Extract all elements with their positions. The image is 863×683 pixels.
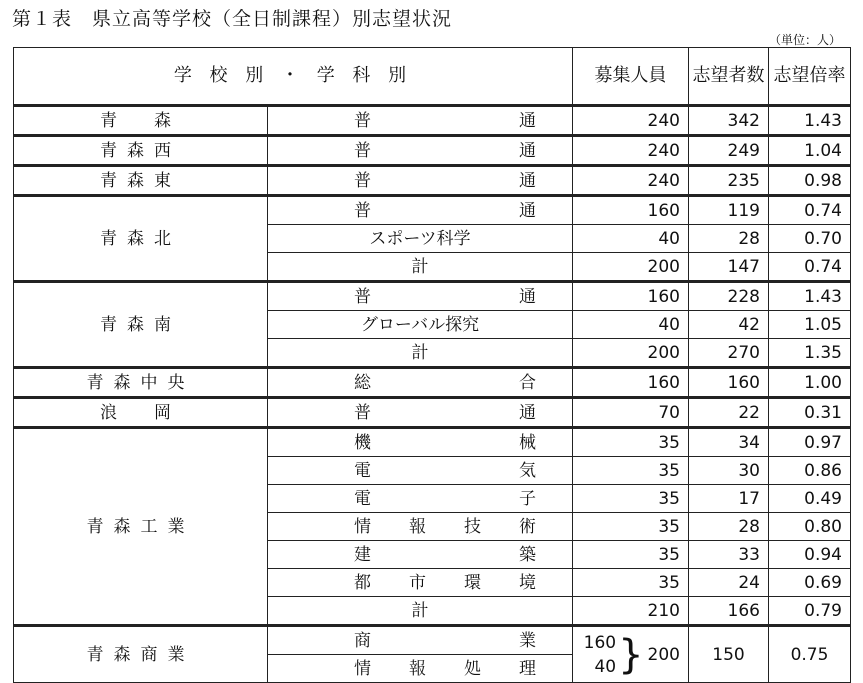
department-char: 普 [354, 402, 371, 423]
ratio-cell: 0.86 [769, 457, 851, 485]
capacity-cell: 210 [573, 597, 689, 626]
department-name [268, 168, 572, 194]
applicants-cell: 166 [689, 597, 769, 626]
subtotal-label: 計 [411, 600, 429, 621]
department-cell [268, 398, 573, 428]
department-char: 情 [354, 516, 371, 537]
applicants-cell: 150 [689, 626, 769, 683]
table-row [14, 166, 851, 196]
header-capacity: 募集人員 [573, 48, 689, 106]
ratio-cell: 0.80 [769, 513, 851, 541]
department-cell [268, 541, 573, 569]
school-name-cell: 青森北 [14, 196, 268, 282]
applicants-cell: 342 [689, 106, 769, 136]
capacity-part: 40 [594, 656, 617, 677]
department-char: 商 [354, 630, 371, 651]
department-char: 械 [519, 432, 536, 453]
applicants-cell: 147 [689, 253, 769, 282]
school-name-cell: 青森商業 [14, 626, 268, 683]
applicants-cell: 270 [689, 339, 769, 368]
department-char: 機 [354, 432, 371, 453]
table-row [14, 136, 851, 166]
department-name [268, 458, 572, 484]
ratio-cell: 0.74 [769, 196, 851, 225]
department-char: 術 [519, 516, 536, 537]
applicant-table [13, 47, 851, 683]
department-char: 普 [354, 110, 371, 131]
capacity-cell: 35 [573, 457, 689, 485]
capacity-cell: 160 [573, 282, 689, 311]
department-char: 都 [354, 572, 371, 593]
applicants-cell: 249 [689, 136, 769, 166]
table-row [14, 282, 851, 311]
header-school-dept: 学 校 別 ・ 学 科 別 [14, 48, 573, 106]
applicants-cell: 228 [689, 282, 769, 311]
school-name-cell: 青森工業 [14, 428, 268, 626]
department-cell [268, 457, 573, 485]
ratio-cell: 1.43 [769, 106, 851, 136]
header-ratio: 志望倍率 [769, 48, 851, 106]
school-name-cell: 青森西 [14, 136, 268, 166]
department-name [268, 570, 572, 596]
unit-label: （単位：人） [768, 33, 841, 47]
applicants-cell: 24 [689, 569, 769, 597]
department-char: 環 [464, 572, 481, 593]
applicants-cell: 30 [689, 457, 769, 485]
department-name [268, 284, 572, 310]
department-cell [268, 106, 573, 136]
department-char: 電 [354, 460, 371, 481]
capacity-breakdown [573, 631, 688, 679]
school-name-cell: 青森中央 [14, 368, 268, 398]
subtotal-label-cell [268, 339, 573, 368]
capacity-cell: 40 [573, 311, 689, 339]
ratio-cell: 1.05 [769, 311, 851, 339]
department-name [268, 400, 572, 426]
applicants-cell: 22 [689, 398, 769, 428]
applicants-cell: 235 [689, 166, 769, 196]
department-cell [268, 196, 573, 225]
department-char: 電 [354, 488, 371, 509]
ratio-cell: 1.35 [769, 339, 851, 368]
capacity-cell: 70 [573, 398, 689, 428]
department-char: 普 [354, 286, 371, 307]
department-name [268, 370, 572, 396]
department-cell [268, 428, 573, 457]
department-name [268, 628, 572, 654]
department-name [268, 138, 572, 164]
applicants-cell: 42 [689, 311, 769, 339]
capacity-total: 200 [647, 644, 680, 665]
ratio-cell: 1.04 [769, 136, 851, 166]
capacity-cell: 35 [573, 541, 689, 569]
capacity-cell: 200 [573, 339, 689, 368]
department-name [268, 656, 572, 682]
school-name-cell: 青森南 [14, 282, 268, 368]
department-char: 情 [354, 658, 371, 679]
department-char: 通 [519, 110, 536, 131]
subtotal-label: 計 [411, 256, 429, 277]
ratio-cell: 0.49 [769, 485, 851, 513]
department-cell [268, 485, 573, 513]
department-char: 通 [519, 200, 536, 221]
department-char: 通 [519, 140, 536, 161]
applicants-cell: 33 [689, 541, 769, 569]
department-cell [268, 368, 573, 398]
department-char: 理 [519, 658, 536, 679]
table-title: 第１表 県立高等学校（全日制課程）別志望状況 [12, 8, 453, 30]
department-name: グローバル探究 [360, 314, 480, 335]
department-char: 市 [409, 572, 426, 593]
department-char: 通 [519, 402, 536, 423]
department-char: 報 [409, 516, 426, 537]
capacity-parts [584, 631, 616, 679]
capacity-part: 160 [583, 632, 617, 653]
department-cell [268, 655, 573, 683]
applicants-cell: 17 [689, 485, 769, 513]
applicants-cell: 119 [689, 196, 769, 225]
department-char: 普 [354, 200, 371, 221]
department-char: 普 [354, 170, 371, 191]
ratio-cell: 0.79 [769, 597, 851, 626]
ratio-cell: 0.97 [769, 428, 851, 457]
department-char: 築 [519, 544, 536, 565]
ratio-cell: 0.70 [769, 225, 851, 253]
department-char: 技 [464, 516, 481, 537]
applicants-cell: 160 [689, 368, 769, 398]
department-name [268, 108, 572, 134]
capacity-cell: 160 [573, 196, 689, 225]
ratio-cell: 0.69 [769, 569, 851, 597]
department-cell [268, 225, 573, 253]
table-row [14, 398, 851, 428]
department-cell [268, 166, 573, 196]
department-cell [268, 282, 573, 311]
table-row [14, 428, 851, 457]
capacity-cell: 35 [573, 428, 689, 457]
school-name-cell: 青森東 [14, 166, 268, 196]
department-char: 通 [519, 170, 536, 191]
subtotal-label-cell [268, 597, 573, 626]
capacity-cell: 160 [573, 368, 689, 398]
header-row [14, 48, 851, 106]
department-char: 業 [519, 630, 536, 651]
department-cell [268, 513, 573, 541]
ratio-cell: 0.98 [769, 166, 851, 196]
department-name: スポーツ科学 [369, 228, 471, 249]
capacity-cell: 240 [573, 136, 689, 166]
school-name-cell: 浪 岡 [14, 398, 268, 428]
department-char: 通 [519, 286, 536, 307]
ratio-cell: 0.74 [769, 253, 851, 282]
department-name [268, 198, 572, 224]
department-char: 建 [354, 544, 371, 565]
department-char: 子 [519, 488, 536, 509]
capacity-cell: 35 [573, 513, 689, 541]
department-char: 気 [519, 460, 536, 481]
department-char: 報 [409, 658, 426, 679]
department-char: 処 [464, 658, 481, 679]
department-cell [268, 569, 573, 597]
capacity-cell: 40 [573, 225, 689, 253]
capacity-cell: 240 [573, 166, 689, 196]
applicants-cell: 28 [689, 225, 769, 253]
department-char: 総 [354, 372, 371, 393]
ratio-cell: 0.31 [769, 398, 851, 428]
table-row [14, 106, 851, 136]
table-row [14, 626, 851, 655]
department-cell [268, 311, 573, 339]
department-name [268, 430, 572, 456]
ratio-cell: 0.94 [769, 541, 851, 569]
subtotal-label-cell [268, 253, 573, 282]
header-applicants: 志望者数 [689, 48, 769, 106]
school-name-cell: 青 森 [14, 106, 268, 136]
table-row [14, 368, 851, 398]
department-name [268, 514, 572, 540]
ratio-cell: 1.43 [769, 282, 851, 311]
applicants-cell: 34 [689, 428, 769, 457]
capacity-cell: 240 [573, 106, 689, 136]
department-char: 合 [519, 372, 536, 393]
department-cell [268, 136, 573, 166]
capacity-cell: 35 [573, 569, 689, 597]
capacity-cell: 35 [573, 485, 689, 513]
department-name [268, 542, 572, 568]
applicants-cell: 28 [689, 513, 769, 541]
right-brace-icon: } [618, 631, 644, 678]
capacity-cell: 200 [573, 253, 689, 282]
ratio-cell: 0.75 [769, 626, 851, 683]
department-char: 境 [519, 572, 536, 593]
department-char: 普 [354, 140, 371, 161]
department-name [268, 486, 572, 512]
subtotal-label: 計 [411, 342, 429, 363]
department-cell [268, 626, 573, 655]
ratio-cell: 1.00 [769, 368, 851, 398]
table-row [14, 196, 851, 225]
